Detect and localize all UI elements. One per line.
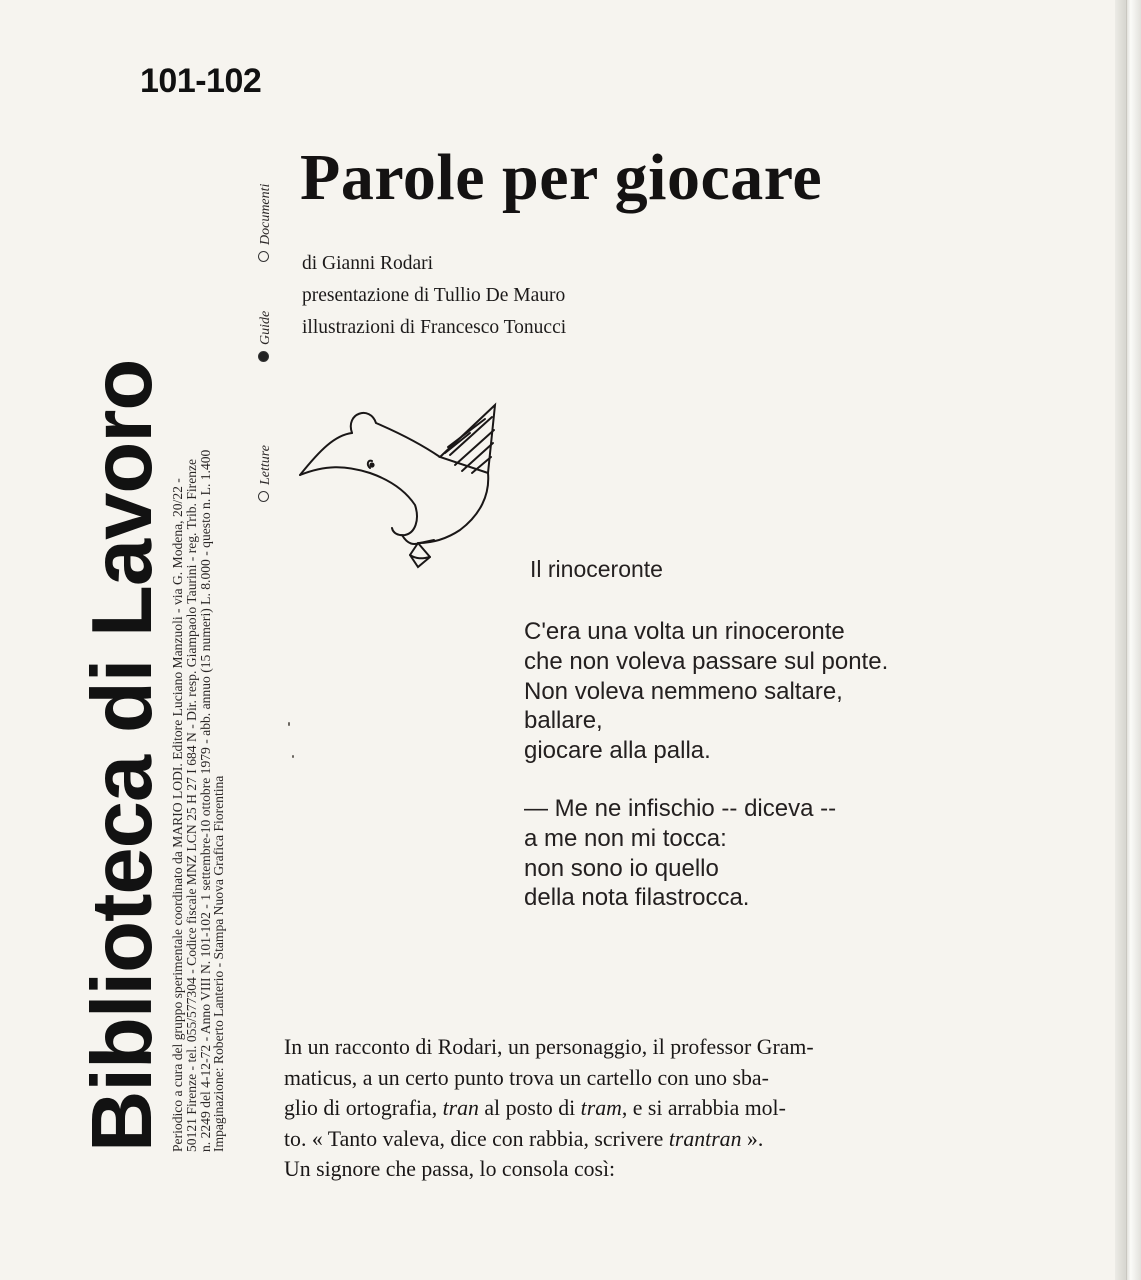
italic-word: tram bbox=[580, 1096, 622, 1120]
paragraph-line bbox=[284, 1124, 984, 1155]
colophon-line: Impaginazione: Roberto Lanterio - Stampa Nuova Grafica Fiorentina bbox=[211, 775, 227, 1152]
italic-word: trantran bbox=[668, 1126, 742, 1151]
section-label: Letture bbox=[258, 445, 273, 485]
circle-icon bbox=[258, 251, 269, 262]
poem-line: — Me ne infischio -- diceva -- bbox=[524, 794, 837, 822]
masthead-title: Biblioteca di Lavoro bbox=[75, 359, 170, 1152]
credits bbox=[302, 248, 566, 344]
text-run: glio di ortografia, bbox=[284, 1096, 443, 1120]
text-run: al posto di bbox=[478, 1096, 581, 1120]
issue-number: 101-102 bbox=[140, 62, 262, 100]
text-run: ». bbox=[741, 1126, 764, 1151]
poem-line: della nota filastrocca. bbox=[524, 884, 750, 912]
section-label: Guide bbox=[258, 310, 273, 345]
poem-line: giocare alla palla. bbox=[524, 737, 711, 765]
colophon-line: Periodico a cura del gruppo sperimentale coordinato da MARIO LODI. Editore Luciano Manzuoli - via G. Modena, 20/22 - bbox=[170, 478, 185, 1152]
page-edge-line bbox=[1126, 0, 1127, 1280]
text-run: to. « Tanto valeva, dice con rabbia, scrivere bbox=[284, 1126, 669, 1151]
intro-paragraph bbox=[284, 1032, 984, 1185]
poem-line: Non voleva nemmeno saltare, bbox=[524, 677, 843, 705]
credit-illustrations: illustrazioni di Francesco Tonucci bbox=[302, 317, 567, 338]
section-letture bbox=[258, 445, 274, 502]
rhino-party-hat-illustration bbox=[290, 395, 510, 585]
paper-speck bbox=[288, 722, 290, 726]
paragraph-line: In un racconto di Rodari, un personaggio, il professor Gram- bbox=[284, 1035, 814, 1059]
poem-line: ballare, bbox=[524, 707, 603, 735]
poem-line: C'era una volta un rinoceronte bbox=[524, 618, 845, 645]
poem bbox=[524, 556, 888, 913]
colophon-line: 50121 Firenze - tel. 055/577304 - Codice fiscale MNZ LCN 25 H 27 I 684 N - Dir. resp. Giampaolo Taurini - reg. Trib. Firenze bbox=[183, 458, 199, 1152]
section-guide bbox=[258, 311, 274, 362]
stanza-gap bbox=[524, 766, 888, 794]
spine-masthead bbox=[75, 142, 273, 1152]
poem-line: non sono io quello bbox=[524, 854, 719, 882]
section-documenti bbox=[258, 184, 274, 262]
paper-speck bbox=[292, 755, 294, 758]
poem-title: Il rinoceronte bbox=[530, 556, 663, 582]
text-run: , e si arrabbia mol- bbox=[621, 1096, 786, 1120]
italic-word: tran bbox=[442, 1096, 479, 1120]
article-title: Parole per giocare bbox=[300, 141, 823, 214]
poem-line: che non voleva passare sul ponte. bbox=[524, 647, 889, 675]
page-edge bbox=[1115, 0, 1141, 1280]
paragraph-line: Un signore che passa, lo consola così: bbox=[284, 1157, 616, 1181]
circle-icon bbox=[258, 491, 269, 502]
credit-author: di Gianni Rodari bbox=[302, 253, 434, 274]
poem-line: a me non mi tocca: bbox=[524, 824, 727, 852]
paragraph-line bbox=[284, 1093, 984, 1124]
filled-circle-icon bbox=[258, 351, 269, 362]
credit-presentation: presentazione di Tullio De Mauro bbox=[302, 285, 566, 306]
paragraph-line: maticus, a un certo punto trova un cartello con uno sba- bbox=[284, 1065, 769, 1090]
section-label: Documenti bbox=[258, 183, 273, 245]
colophon bbox=[171, 142, 226, 1152]
colophon-line: n. 2249 del 4-12-72 - Anno VIII N. 101-102 - 1 settembre-10 ottobre 1979 - abb. annuo (15 numeri) L. 8.000 - questo n. L. 1.400 bbox=[197, 449, 213, 1152]
